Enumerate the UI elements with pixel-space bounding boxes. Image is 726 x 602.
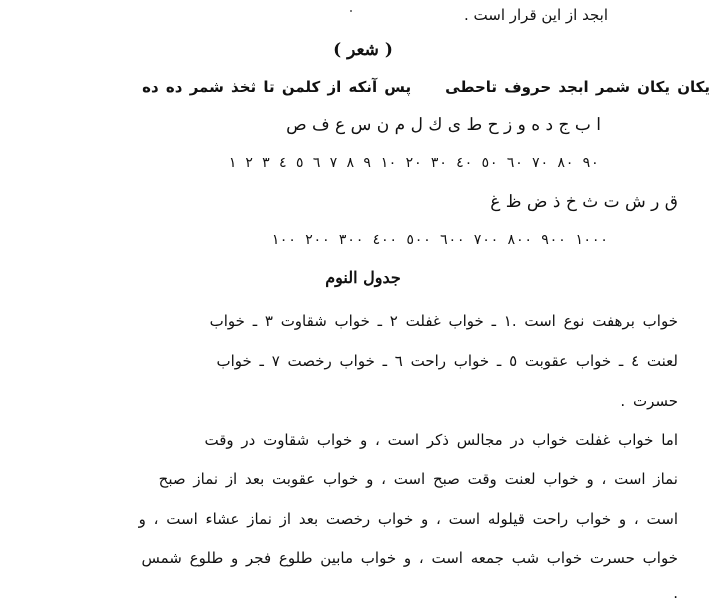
ink-speck — [350, 10, 352, 12]
paragraph-1-line-2: لعنت ٤ ـ خواب عقوبت ٥ ـ خواب راحت ٦ ـ خواب رخصت ٧ ـ خواب — [216, 352, 678, 370]
poem-heading: ( شعر ) — [333, 40, 393, 60]
abjad-values-row-2: ١٠٠٠ ٩٠٠ ٨٠٠ ٧٠٠ ٦٠٠ ٥٠٠ ٤٠٠ ٣٠٠ ٢٠٠ ١٠٠ — [271, 232, 609, 248]
paragraph-2-line-1: اما خواب غفلت خواب در مجالس ذکر است ، و خواب شقاوت در وقت — [204, 431, 678, 449]
paragraph-1-line-1: خواب برهفت نوع است .١ ـ خواب غفلت ٢ ـ خواب شقاوت ٣ ـ خواب — [209, 312, 678, 330]
section-heading: جدول النوم — [325, 268, 401, 287]
abjad-verse — [142, 78, 710, 96]
abjad-letters-row-1: ا ب ج د ه و ز ح ط ی ك ل م ن س ع ف ص — [286, 115, 601, 135]
paragraph-2-line-5: . — [673, 584, 678, 602]
abjad-values-row-1: ٩٠ ٨٠ ٧٠ ٦٠ ٥٠ ٤٠ ٣٠ ٢٠ ١٠ ٩ ٨ ٧ ٦ ٥ ٤ ٣ ٢ ١ — [228, 155, 600, 171]
intro-line: ابجد از این قرار است . — [463, 6, 608, 24]
paragraph-2-line-4: خواب حسرت خواب شب جمعه است ، و خواب مابین طلوع فجر و طلوع شمس — [141, 549, 678, 567]
paragraph-2-line-2: نماز است ، و خواب لعنت وقت صبح است ، و خواب عقوبت بعد از نماز صبح — [158, 470, 678, 488]
paragraph-1-line-3: حسرت . — [620, 392, 678, 410]
paragraph-2-line-3: است ، و خواب راحت قیلوله است ، و خواب رخصت بعد از نماز عشاء است ، و — [138, 510, 678, 528]
abjad-letters-row-2: ق ر ش ت ث خ ذ ض ظ غ — [490, 192, 678, 212]
abjad-verse-second-half: پس آنکه از کلمن تا ثخذ شمر ده ده — [142, 78, 412, 96]
abjad-verse-first-half: یکان یکان شمر ابجد حروف تاحطی — [445, 78, 710, 96]
